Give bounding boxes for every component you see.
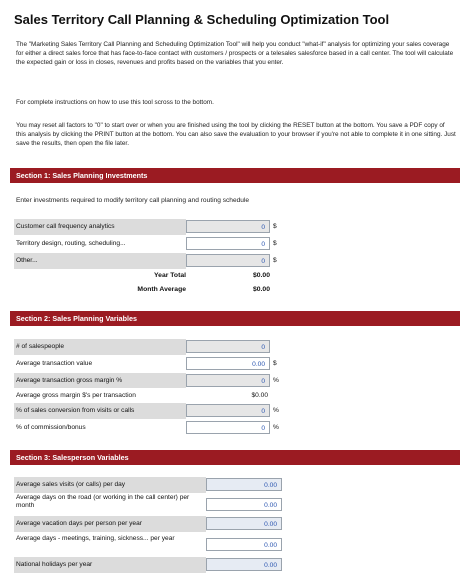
commission-input[interactable]: 0: [186, 421, 270, 434]
row-gross-margin-dollars: [14, 388, 454, 404]
transaction-value-input[interactable]: 0.00: [186, 357, 270, 370]
vacation-days-input[interactable]: 0.00: [206, 517, 282, 530]
holidays-input[interactable]: 0.00: [206, 558, 282, 571]
row-territory-design: [14, 236, 454, 252]
conversion-input[interactable]: 0: [186, 404, 270, 417]
row-label: Average gross margin $'s per transaction: [14, 388, 186, 404]
section1-header: Section 1: Sales Planning Investments: [10, 168, 460, 183]
row-label: Customer call frequency analytics: [14, 219, 186, 235]
month-average-label: Month Average: [137, 286, 186, 293]
call-frequency-input[interactable]: 0: [186, 220, 270, 233]
row-label: National holidays per year: [14, 557, 206, 573]
gross-margin-pct-input[interactable]: 0: [186, 374, 270, 387]
reset-print-note: You may reset all factors to "0" to start over or when you are finished using the tool by clicking the RESET button at the bottom. You save a PDF copy of this analysis by clicking the PRINT button at the bottom. You can also save the evaluation to your browser if you're not able to complete it in one sitting. Just save the results, then open the file later.: [16, 122, 456, 147]
row-label: Average vacation days per person per year: [14, 516, 206, 532]
unit-label: $: [273, 240, 277, 247]
row-meetings-training: [14, 535, 454, 551]
row-label: # of salespeople: [14, 339, 186, 355]
unit-label: $: [273, 360, 277, 367]
unit-label: $: [273, 223, 277, 230]
year-total-row: [14, 272, 454, 284]
sales-visits-input[interactable]: 0.00: [206, 478, 282, 491]
row-conversion: [14, 403, 454, 419]
row-label: Average days on the road (or working in the call center) per month: [14, 494, 206, 514]
row-label: Average transaction value: [14, 356, 186, 372]
intro-paragraph: The "Marketing Sales Territory Call Planning and Scheduling Optimization Tool" will help you conduct "what-if" analysis for optimizing your sales coverage for either a direct sales force that has face-to-face contact with customers / prospects or a telesales salesforce based in a call center. The tool will calculate the expected gain or loss in closes, revenues and profits based on the variables that you enter.: [16, 41, 454, 66]
row-days-on-road: [14, 494, 454, 510]
territory-design-input[interactable]: 0: [186, 237, 270, 250]
month-average-row: [14, 286, 454, 298]
section3-header: Section 3: Salesperson Variables: [10, 450, 460, 465]
row-call-frequency: [14, 219, 454, 235]
row-label: Territory design, routing, scheduling...: [14, 236, 186, 252]
row-label: Average sales visits (or calls) per day: [14, 477, 206, 493]
days-on-road-input[interactable]: 0.00: [206, 498, 282, 511]
unit-label: %: [273, 407, 279, 414]
row-transaction-value: [14, 356, 454, 372]
instructions-note: For complete instructions on how to use this tool scross to the bottom.: [16, 99, 214, 106]
other-input[interactable]: 0: [186, 254, 270, 267]
row-sales-visits: [14, 477, 454, 493]
row-label: Other...: [14, 253, 186, 269]
year-total-value: $0.00: [252, 272, 270, 279]
row-gross-margin-pct: [14, 373, 454, 389]
section1-instruction: Enter investments required to modify territory call planning and routing schedule: [16, 197, 250, 204]
row-vacation-days: [14, 516, 454, 532]
unit-label: $: [273, 257, 277, 264]
month-average-value: $0.00: [252, 286, 270, 293]
gross-margin-dollars-value: $0.00: [251, 392, 268, 399]
row-label: Average transaction gross margin %: [14, 373, 186, 389]
page-title: Sales Territory Call Planning & Scheduling Optimization Tool: [14, 12, 390, 27]
row-salespeople: [14, 339, 454, 355]
salespeople-input[interactable]: 0: [186, 340, 270, 353]
unit-label: %: [273, 377, 279, 384]
row-label: % of sales conversion from visits or calls: [14, 403, 186, 419]
year-total-label: Year Total: [154, 272, 186, 279]
row-label: Average days - meetings, training, sickness... per year: [14, 535, 206, 555]
row-holidays: [14, 557, 454, 573]
row-commission: [14, 420, 454, 436]
row-other: [14, 253, 454, 269]
meetings-training-input[interactable]: 0.00: [206, 538, 282, 551]
section2-header: Section 2: Sales Planning Variables: [10, 311, 460, 326]
unit-label: %: [273, 424, 279, 431]
row-label: % of commission/bonus: [14, 420, 186, 436]
